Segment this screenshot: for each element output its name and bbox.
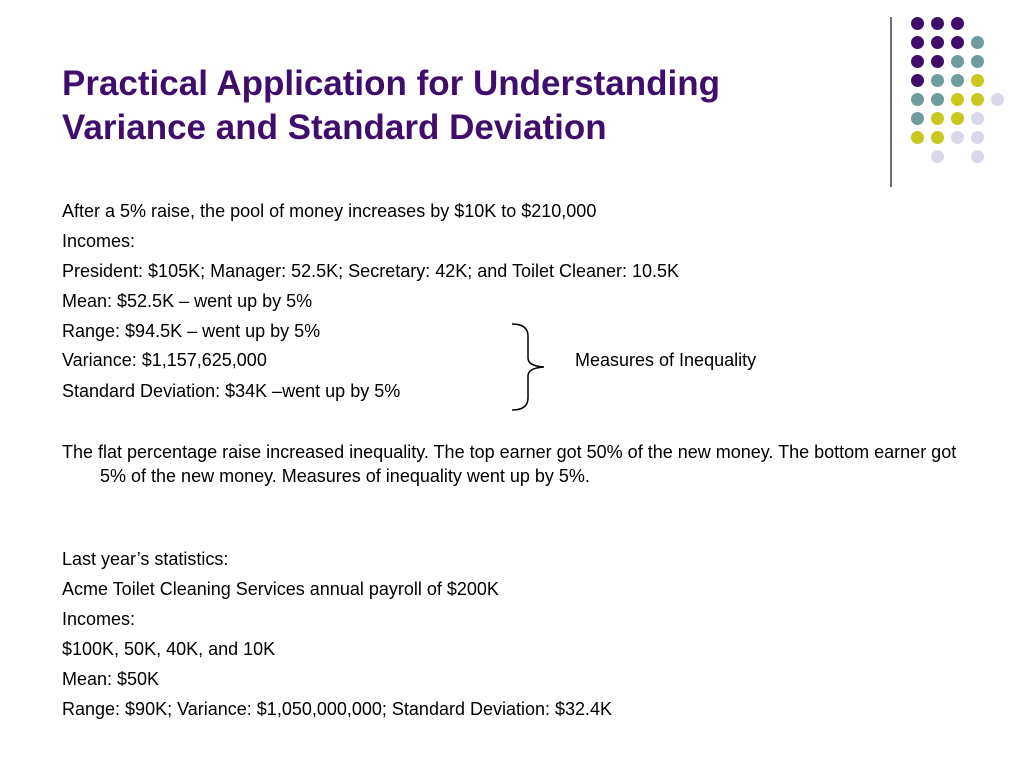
last-year-heading: Last year’s statistics:: [62, 549, 229, 569]
decorative-dot: [911, 131, 924, 144]
decorative-vertical-rule: [890, 17, 892, 187]
curly-brace: [510, 322, 550, 412]
range-line: Range: $94.5K – went up by 5%: [62, 321, 321, 341]
decorative-dot: [951, 93, 964, 106]
decorative-dot: [911, 36, 924, 49]
raise-summary-line: After a 5% raise, the pool of money increases by $10K to $210,000: [62, 201, 597, 221]
variance-line: Variance: $1,157,625,000: [62, 350, 267, 370]
decorative-dot: [911, 17, 924, 30]
decorative-dot: [951, 74, 964, 87]
decorative-dot: [931, 17, 944, 30]
payroll-line: Acme Toilet Cleaning Services annual payroll of $200K: [62, 579, 499, 599]
decorative-dot: [911, 55, 924, 68]
decorative-dot: [931, 150, 944, 163]
decorative-dot: [951, 131, 964, 144]
decorative-dot: [951, 112, 964, 125]
decorative-dot: [971, 74, 984, 87]
decorative-dot: [931, 131, 944, 144]
last-year-stats-line: Range: $90K; Variance: $1,050,000,000; Standard Deviation: $32.4K: [62, 699, 613, 719]
last-year-mean-line: Mean: $50K: [62, 669, 160, 689]
decorative-dot: [951, 36, 964, 49]
decorative-dot: [951, 17, 964, 30]
measures-of-inequality-label: Measures of Inequality: [575, 350, 757, 370]
decorative-dot: [971, 150, 984, 163]
decorative-dot: [951, 55, 964, 68]
last-year-incomes-line: $100K, 50K, 40K, and 10K: [62, 639, 276, 659]
incomes-detail-line: President: $105K; Manager: 52.5K; Secretary: 42K; and Toilet Cleaner: 10.5K: [62, 261, 680, 281]
mean-line: Mean: $52.5K – went up by 5%: [62, 291, 313, 311]
slide-title-line-2: Variance and Standard Deviation: [62, 108, 607, 147]
decorative-dot: [911, 112, 924, 125]
decorative-dot: [931, 55, 944, 68]
decorative-dot: [911, 93, 924, 106]
decorative-dot: [931, 74, 944, 87]
decorative-dot: [971, 36, 984, 49]
decorative-dot: [931, 93, 944, 106]
inequality-paragraph: The flat percentage raise increased inequality. The top earner got 50% of the new money. The bottom earner got 5% of the new money. Measures of inequality went up by 5%.: [62, 442, 957, 486]
slide-title-line-1: Practical Application for Understanding: [62, 64, 720, 103]
slide-title: [62, 62, 862, 150]
last-year-incomes-heading: Incomes:: [62, 609, 136, 629]
standard-deviation-line: Standard Deviation: $34K –went up by 5%: [62, 381, 401, 401]
decorative-dot: [971, 55, 984, 68]
decorative-dot: [991, 93, 1004, 106]
decorative-dot: [911, 74, 924, 87]
decorative-dot: [971, 93, 984, 106]
decorative-dot: [971, 112, 984, 125]
decorative-dot: [971, 131, 984, 144]
decorative-dot: [931, 36, 944, 49]
incomes-heading: Incomes:: [62, 231, 136, 251]
decorative-dot: [931, 112, 944, 125]
